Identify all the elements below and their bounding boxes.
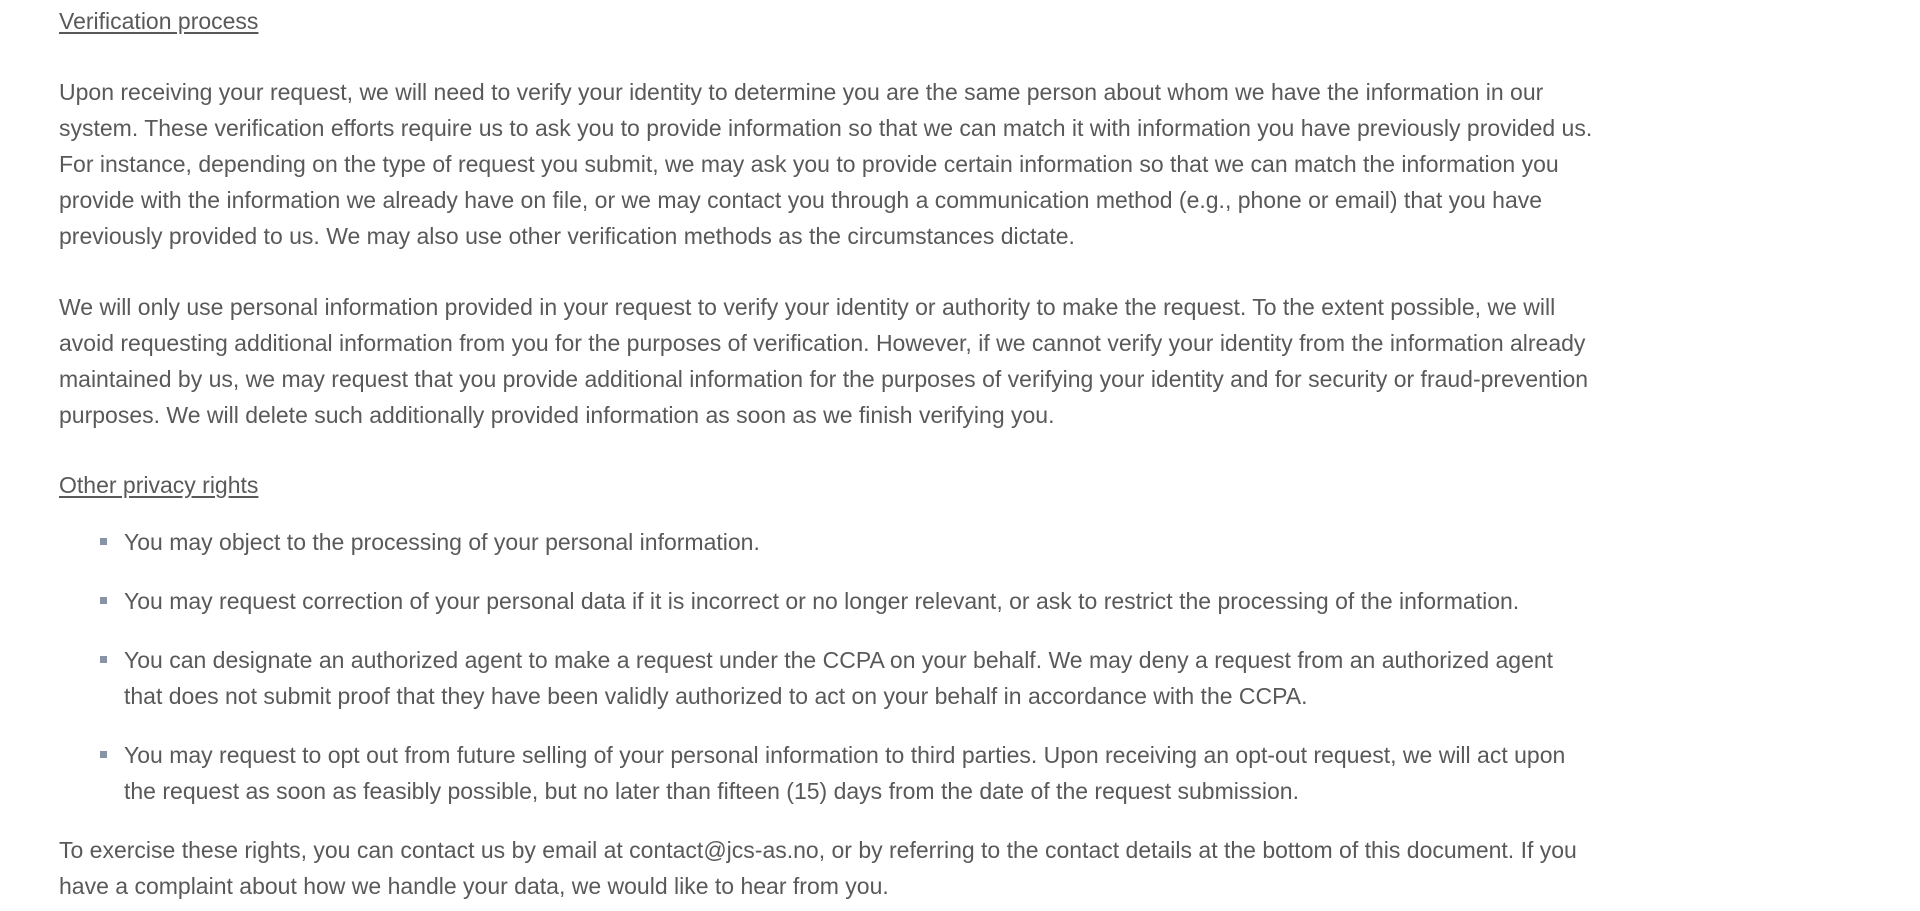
square-bullet-icon xyxy=(100,656,107,663)
document-content xyxy=(59,3,1594,904)
verification-paragraph-2: We will only use personal information provided in your request to verify your identity or authority to make the request. To the extent possible, we will avoid requesting additional information from you for the purposes of verification. However, if we cannot verify your identity from the information already maintained by us, we may request that you provide additional information for the purposes of verifying your identity and for security or fraud-prevention purposes. We will delete such additionally provided information as soon as we finish verifying you. xyxy=(59,294,1589,428)
list-item xyxy=(59,524,1594,560)
verification-process-heading: Verification process xyxy=(59,8,259,34)
list-item-text: You may request to opt out from future selling of your personal information to third parties. Upon receiving an opt-out request, we will act upon the request as soon as feasibly possible, but no later than fifteen (15) days from the date of the request submission. xyxy=(124,742,1566,804)
list-item-text: You may object to the processing of your personal information. xyxy=(124,529,760,555)
list-item xyxy=(59,642,1594,714)
list-item-text: You may request correction of your personal data if it is incorrect or no longer relevant, or ask to restrict the processing of the information. xyxy=(124,588,1520,614)
verification-paragraph-1: Upon receiving your request, we will need to verify your identity to determine you are the same person about whom we have the information in our system. These verification efforts require us to ask you to provide information so that we can match it with information you have previously provided us. For instance, depending on the type of request you submit, we may ask you to provide certain information so that we can match the information you provide with the information we already have on file, or we may contact you through a communication method (e.g., phone or email) that you have previously provided to us. We may also use other verification methods as the circumstances dictate. xyxy=(59,79,1593,249)
list-item-text: You can designate an authorized agent to make a request under the CCPA on your behalf. We may deny a request from an authorized agent that does not submit proof that they have been validly authorized to act on your behalf in accordance with the CCPA. xyxy=(124,647,1554,709)
exercise-rights-paragraph: To exercise these rights, you can contact us by email at contact@jcs-as.no, or by referring to the contact details at the bottom of this document. If you have a complaint about how we handle your data, we would like to hear from you. xyxy=(59,837,1577,899)
privacy-rights-list xyxy=(59,524,1594,809)
square-bullet-icon xyxy=(100,597,107,604)
list-item xyxy=(59,583,1594,619)
other-privacy-rights-heading: Other privacy rights xyxy=(59,472,259,498)
square-bullet-icon xyxy=(100,751,107,758)
list-item xyxy=(59,737,1594,809)
square-bullet-icon xyxy=(100,538,107,545)
